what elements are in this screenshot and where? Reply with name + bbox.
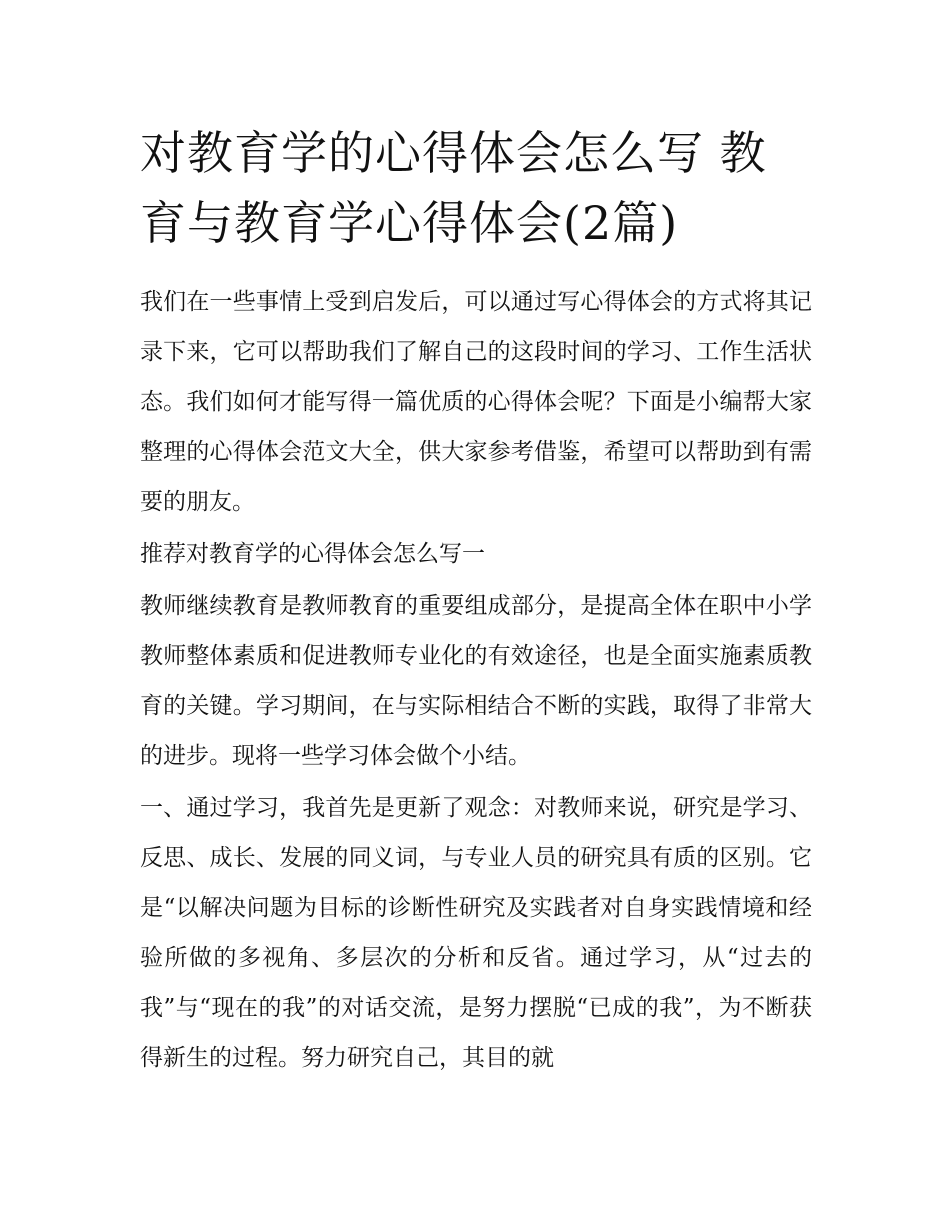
intro-paragraph: 我们在一些事情上受到启发后，可以通过写心得体会的方式将其记录下来，它可以帮助我们了解自己的这段时间的学习、工作生活状态。我们如何才能写得一篇优质的心得体会呢？下面是小编帮大家整理的心得体会范文大全，供大家参考借鉴，希望可以帮助到有需要的朋友。	[140, 289, 812, 515]
body-paragraph: 教师继续教育是教师教育的重要组成部分，是提高全体在职中小学教师整体素质和促进教师专业化的有效途径，也是全面实施素质教育的关键。学习期间，在与实际相结合不断的实践，取得了非常大的进步。现将一些学习体会做个小结。	[140, 593, 812, 769]
document-title: 对教育学的心得体会怎么写 教育与教育学心得体会(2篇)	[140, 126, 767, 250]
document-page	[140, 118, 812, 1083]
section-heading: 推荐对教育学的心得体会怎么写一	[140, 541, 485, 567]
body-paragraph: 一、通过学习，我首先是更新了观念：对教师来说，研究是学习、反思、成长、发展的同义词，与专业人员的研究具有质的区别。它是“以解决问题为目标的诊断性研究及实践者对自身实践情境和经验所做的多视角、多层次的分析和反省。通过学习，从“过去的我”与“现在的我”的对话交流，是努力摆脱“已成的我”，为不断获得新生的过程。努力研究自己，其目的就	[140, 795, 812, 1071]
